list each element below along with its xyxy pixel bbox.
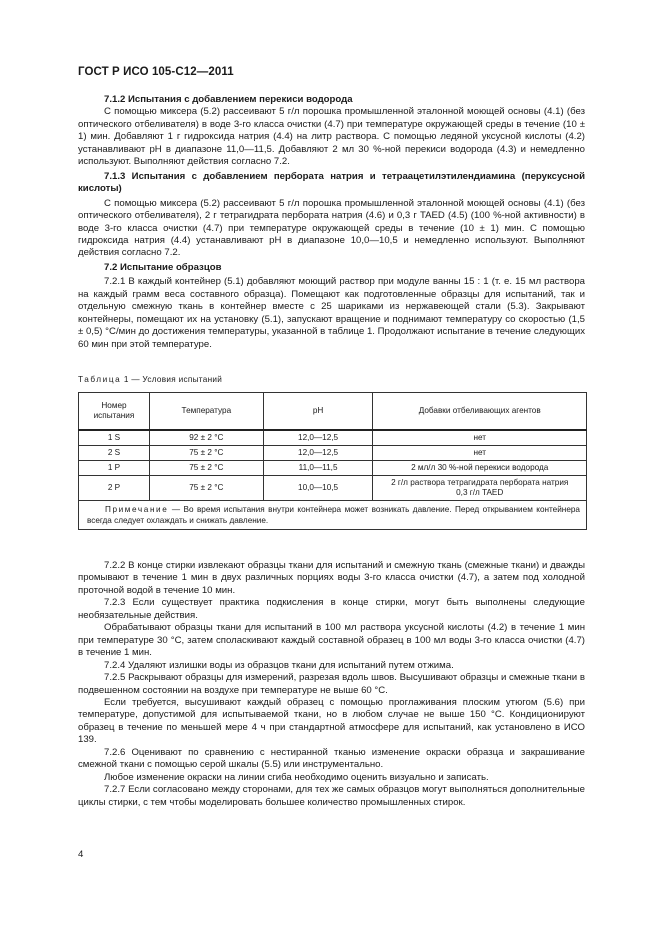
table-caption-word: Таблица: [78, 375, 122, 384]
cell-bleaching-agents: 2 г/л раствора тетрагидрата пербората натрия 0,3 г/л TAED: [373, 476, 587, 501]
table-row: [79, 476, 587, 501]
cell-test-number: 1 S: [79, 430, 150, 446]
section-7-1-2-body: С помощью миксера (5.2) рассеивают 5 г/л порошка промышленной эталонной моющей основы (4.1) (без оптического отбеливателя) в воде 3-го класса очистки (4.7) при температуре окружающей среды в течение (10 ± 1) мин. Добавляют 1 г гидроксида натрия (4.4) на литр раствора. С помощью ледяной уксусной кислоты (4.2) устанавливают pH в диапазоне 11,0—11,5. Добавляют 2 мл 30 %-ной перекиси водорода (4.3) и немедленно используют. Выполняют действия согласно 7.2.: [78, 106, 585, 168]
cell-ph: 10,0—10,5: [263, 476, 373, 501]
table-note: [79, 501, 587, 530]
table-note-word: Примечание: [105, 505, 169, 514]
table-row: [79, 461, 587, 476]
cell-test-number: 2 P: [79, 476, 150, 501]
paragraph-7-2-6: 7.2.6 Оценивают по сравнению с нестиранной тканью изменение окраски образца и закрашивание смежной ткани с помощью серой шкалы (5.5) или инструментально.: [78, 746, 585, 771]
section-7-1-2-title: 7.1.2 Испытания с добавлением перекиси водорода: [104, 94, 353, 105]
cell-bleaching-agents: нет: [373, 446, 587, 461]
paragraph-fold-line: Любое изменение окраски на линии сгиба необходимо оценить визуально и записать.: [104, 771, 489, 783]
standard-header: ГОСТ Р ИСО 105-С12—2011: [78, 66, 234, 78]
header-bleaching-agents: Добавки отбеливающих агентов: [373, 393, 587, 431]
page-number: 4: [78, 849, 84, 860]
cell-temperature: 92 ± 2 °С: [149, 430, 263, 446]
paragraph-7-2-5: 7.2.5 Раскрывают образцы для измерений, разрезая вдоль швов. Высушивают образцы и смежные ткани в подвешенном состоянии на воздухе при температуре не выше 60 °С.: [78, 672, 585, 696]
header-temperature: Температура: [149, 393, 263, 431]
test-conditions-table: [78, 392, 587, 530]
table-row: [79, 446, 587, 461]
cell-bleaching-agents: 2 мл/л 30 %-ной перекиси водорода: [373, 461, 587, 476]
table-row: [79, 430, 587, 446]
cell-temperature: 75 ± 2 °С: [149, 476, 263, 501]
section-7-1-3-title: 7.1.3 Испытания с добавлением пербората натрия и тетраацетилэтилендиамина (перуксусной кислоты): [78, 170, 585, 195]
paragraph-7-2-2: 7.2.2 В конце стирки извлекают образцы ткани для испытаний и смежную ткань (смежные ткани) и дважды промывают в течение 1 мин в двух различных порциях воды 3-го класса очистки (4.7), а затем под холодной проточной водой в течение 10 мин.: [78, 560, 585, 596]
paragraph-7-2-4: 7.2.4 Удаляют излишки воды из образцов ткани для испытаний путем отжима.: [104, 659, 454, 671]
section-7-1-3-body: С помощью миксера (5.2) рассеивают 5 г/л порошка промышленной эталонной моющей основы (4.1) (без оптического отбеливателя), 2 г тетрагидрата пербората натрия (4.6) и 0,3 г TAED (4.5) (100 %-ной активности) в воде 3-го класса очистки (4.7) при температуре окружающей среды в течение (10 ± 1) мин. С помощью гидроксида натрия (4.4) устанавливают pH в диапазоне 10,0—10,5 и немедленно используют. Выполняют действия согласно 7.2.: [78, 197, 585, 259]
cell-test-number: 1 P: [79, 461, 150, 476]
cell-temperature: 75 ± 2 °С: [149, 446, 263, 461]
cell-temperature: 75 ± 2 °С: [149, 461, 263, 476]
cell-ph: 11,0—11,5: [263, 461, 373, 476]
cell-ph: 12,0—12,5: [263, 430, 373, 446]
cell-test-number: 2 S: [79, 446, 150, 461]
section-7-2-title: 7.2 Испытание образцов: [104, 261, 222, 273]
paragraph-7-2-3: 7.2.3 Если существует практика подкисления в конце стирки, могут быть выполнены следующие необязательные действия.: [78, 597, 585, 621]
paragraph-acid-treatment: Обрабатывают образцы ткани для испытаний в 100 мл раствора уксусной кислоты (4.2) в течение 1 мин при температуре 30 °С, затем споласкивают каждый составной образец в 100 мл воды 3-го класса очистки (4.7) в течение 1 мин.: [78, 622, 585, 659]
section-7-1-2-to-7-2-1: [78, 94, 585, 351]
cell-bleaching-agents: нет: [373, 430, 587, 446]
table-caption: [78, 375, 222, 384]
paragraph-7-2-7: 7.2.7 Если согласовано между сторонами, для тех же самых образцов могут выполняться дополнительные циклы стирки, с тем чтобы моделировать большее количество промышленных стирок.: [78, 784, 585, 808]
header-ph: pH: [263, 393, 373, 431]
table-note-text: — Во время испытания внутри контейнера может возникать давление. Перед открыванием контейнера всегда следует охлаждать и снижать давление.: [87, 505, 580, 525]
table-note-row: [79, 501, 587, 530]
table-caption-title: 1 — Условия испытаний: [121, 375, 223, 384]
paragraph-ironing: Если требуется, высушивают каждый образец с помощью проглаживания плоским утюгом (5.6) при температуре, допустимой для испытываемой ткани, но в любом случае не выше 150 °С. Кондиционируют образец в течение по меньшей мере 4 ч при стандартной атмосфере для испытаний, как установлено в ИСО 139.: [78, 696, 585, 746]
cell-ph: 12,0—12,5: [263, 446, 373, 461]
table-header-row: [79, 393, 587, 431]
paragraph-7-2-1: 7.2.1 В каждый контейнер (5.1) добавляют моющий раствор при модуле ванны 15 : 1 (т. е. 15 мл раствора на каждый грамм веса составного образца). Помещают как подготовленные образцы для испытаний, так и отдельную смежную ткань в контейнер вместе с 25 шариками из нержавеющей стали (5.3). Закрывают контейнеры, помещают их на установку (5.1), запускают вращение и поднимают температуру со скоростью (1,5 ± 0,5) °С/мин до достижения температуры, указанной в таблице 1. Продолжают испытание в течение следующих 60 мин при этой температуре.: [78, 276, 585, 350]
header-test-number: Номер испытания: [79, 393, 150, 431]
section-7-2-2-to-7-2-7: [78, 560, 585, 809]
